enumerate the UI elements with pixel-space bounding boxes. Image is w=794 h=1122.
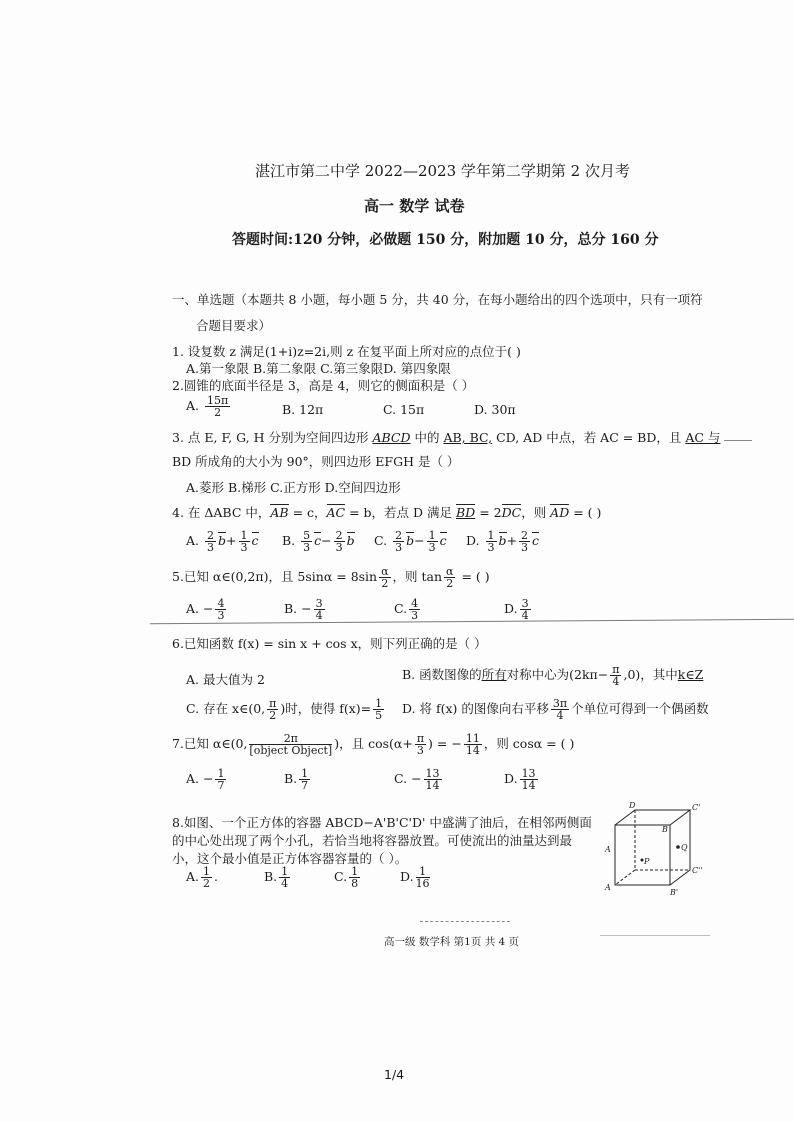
- q5-c-d: 3: [411, 609, 419, 622]
- q8-a-frac: [201, 866, 212, 889]
- q4-c-op: −: [414, 533, 425, 548]
- q7-b-frac: [299, 768, 310, 791]
- q4-a-label: A.: [186, 533, 200, 548]
- q7-a-label: A. −: [186, 771, 214, 786]
- q7-stem: [172, 733, 574, 756]
- q2-a-label: A.: [186, 398, 200, 413]
- q4-vec-ab: AB: [270, 505, 289, 520]
- q5-c-frac: [409, 598, 420, 621]
- q7-frac1: [249, 733, 332, 756]
- q2-a-fraction: [205, 395, 230, 418]
- q4-c-v2: c: [439, 533, 447, 548]
- q5-a-label: A. −: [186, 601, 214, 616]
- q8-b-n: 1: [281, 865, 289, 878]
- q7-a-frac: [215, 768, 226, 791]
- q7-d-label: D.: [504, 771, 518, 786]
- scan-faint-mark: [600, 935, 710, 936]
- q6-b-frac: [610, 664, 621, 687]
- q8-a-label: A.: [186, 869, 200, 884]
- q6-d-d: 4: [556, 709, 564, 722]
- q4-stem: [172, 503, 601, 521]
- q6-b-d: 4: [612, 675, 620, 688]
- q6-c-d2: 5: [375, 709, 383, 722]
- exam-info: 答题时间:120 分钟，必做题 150 分，附加题 10 分，总分 160 分: [232, 232, 659, 248]
- q8-c-n: 1: [351, 865, 359, 878]
- q4-b-n1: 5: [303, 529, 311, 542]
- q8-option-c: [334, 866, 362, 889]
- q7-c-d: 14: [425, 779, 440, 792]
- q6-b-b: 对称中心为(2kπ−: [506, 667, 609, 682]
- q3-options: A.菱形 B.梯形 C.正方形 D.空间四边形: [186, 480, 401, 495]
- q5-f1-d: 2: [381, 577, 389, 590]
- label-q: Q: [681, 843, 688, 852]
- q4-b-op: −: [321, 533, 332, 548]
- q4-b-v2: b: [346, 533, 355, 548]
- q7-a-n: 1: [217, 767, 225, 780]
- q4-d-label: D.: [466, 533, 480, 548]
- section-heading-line1: 一、单选题（本题共 8 小题，每小题 5 分，共 40 分，在每小题给出的四个选项中，只有一项符: [172, 292, 703, 307]
- q3-s1b: ABCD: [372, 430, 411, 445]
- q7-option-a: [186, 768, 228, 791]
- q4-d-v1: b: [498, 533, 507, 548]
- q5-d-label: D.: [504, 601, 518, 616]
- q2-option-b: B. 12π: [282, 402, 324, 417]
- q5-f1-n: α: [381, 565, 389, 578]
- q4-a-v2: c: [251, 533, 259, 548]
- q6-option-b: [402, 664, 703, 687]
- q8-b-label: B.: [264, 869, 278, 884]
- label-p: P: [644, 857, 650, 866]
- q2-option-d: D. 30π: [474, 402, 516, 417]
- q5-option-b: [284, 598, 327, 621]
- q5-b-d: 4: [315, 609, 323, 622]
- exam-title: 湛江市第二中学 2022—2023 学年第二学期第 2 次月考: [255, 162, 630, 180]
- q8-c-label: C.: [334, 869, 348, 884]
- q4-vec-dc: DC: [501, 505, 522, 520]
- label-b: B: [662, 825, 668, 834]
- q6-c-n2: 1: [375, 697, 383, 710]
- q4-end: = ( ): [569, 505, 602, 520]
- q3-s1e: CD, AD 中点，若 AC = BD，且: [492, 430, 686, 445]
- q4-b-label: B.: [282, 533, 296, 548]
- cube-hidden-diagonal: [615, 870, 635, 885]
- q5-d-d: 4: [521, 609, 529, 622]
- q4-c-d1: 3: [395, 541, 403, 554]
- q6-c-b: )时，使得 f(x)=: [280, 701, 372, 716]
- q8-d-d: 16: [415, 877, 430, 890]
- q4-a-n2: 1: [240, 529, 248, 542]
- section-heading-line2: 合题目要求）: [196, 318, 272, 333]
- q4-then: ，则: [521, 505, 551, 520]
- q8-d-n: 1: [416, 866, 430, 878]
- q4-a-d1: 3: [207, 541, 214, 554]
- q5-c-label: C.: [394, 601, 408, 616]
- scan-mark: [724, 440, 752, 441]
- q3-s1a: 3. 点 E, F, G, H 分别为空间四边形: [172, 430, 373, 445]
- q7-s-a: 7.已知 α∈(0,: [172, 736, 248, 751]
- q4-eq-c: = c，: [288, 505, 327, 520]
- q5-a-n: 4: [217, 597, 225, 610]
- q6-c-frac2: [373, 698, 384, 721]
- label-c2: C'': [692, 866, 703, 875]
- q4-option-b: [282, 530, 355, 553]
- q8-option-a: [186, 866, 218, 889]
- q8-a-n: 1: [203, 865, 211, 878]
- q4-a-n1: 2: [207, 529, 214, 542]
- q1-options: A.第一象限 B.第二象限 C.第三象限D. 第四象限: [186, 361, 451, 376]
- q2-a-numerator: 15π: [207, 394, 229, 407]
- q4-a-f2: [239, 530, 250, 553]
- q6-c-d: 2: [269, 709, 277, 722]
- q2-a-denominator: 2: [214, 406, 222, 419]
- q5-option-d: [504, 598, 533, 621]
- q5-option-a: [186, 598, 228, 621]
- q5-a-frac: [215, 598, 226, 621]
- scan-dash-mark: [420, 921, 510, 922]
- q7-option-b: [284, 768, 312, 791]
- q6-b-c: ,0)，其中: [623, 667, 678, 682]
- q4-d-op: +: [506, 533, 518, 548]
- q5-s-b: ，则 tan: [392, 569, 443, 584]
- q4-c-d2: 3: [428, 541, 436, 554]
- q7-option-d: [504, 768, 540, 791]
- q6-c-a: C. 存在 x∈(0,: [186, 701, 266, 716]
- q6-b-k: k∈Z: [677, 667, 704, 682]
- q7-b-n: 1: [301, 767, 309, 780]
- q5-d-frac: [520, 598, 531, 621]
- q4-option-d: [466, 530, 539, 553]
- q7-n3: 11: [465, 732, 480, 745]
- label-c1: C': [692, 803, 701, 812]
- q6-option-a: A. 最大值为 2: [186, 672, 265, 687]
- q2-option-c: C. 15π: [383, 402, 425, 417]
- q8-d-frac: [416, 866, 430, 889]
- q3-s1d: AB, BC,: [443, 430, 493, 445]
- scan-fold-line: [150, 619, 794, 624]
- q5-b-n: 3: [315, 597, 323, 610]
- q6-d-n: 3π: [552, 697, 568, 710]
- q5-frac1: [379, 566, 390, 589]
- q5-b-frac: [314, 598, 325, 621]
- q8-a-d: 2: [203, 877, 211, 890]
- q4-b-f2: [334, 530, 345, 553]
- cube-top-face: [615, 810, 690, 825]
- q4-b-n2: 2: [335, 529, 343, 542]
- q7-option-c: [394, 768, 444, 791]
- q7-n1: 2π: [249, 733, 332, 745]
- q4-d-d1: 3: [487, 541, 495, 554]
- q6-option-d: [402, 698, 709, 721]
- q6-option-c: [186, 698, 386, 721]
- cube-figure: [600, 800, 710, 900]
- q6-b-a: B. 函数图像的: [402, 667, 482, 682]
- q7-c-n: 13: [425, 767, 440, 780]
- q6-c-frac1: [267, 698, 278, 721]
- q6-b-n: π: [612, 663, 620, 676]
- q6-b-u: 所有: [481, 667, 507, 682]
- hole-q-dot: [676, 845, 680, 849]
- q2-option-a: [186, 395, 232, 418]
- q4-option-c: [374, 530, 447, 553]
- q5-s-c: = ( ): [457, 569, 490, 584]
- q3-stem-line2: BD 所成角的大小为 90°，则四边形 EFGH 是（ ）: [172, 454, 460, 469]
- q7-frac3: [464, 733, 482, 756]
- q5-d-n: 3: [521, 597, 529, 610]
- q4-option-a: [186, 530, 259, 553]
- q6-d-frac: [551, 698, 569, 721]
- q8-option-b: [264, 866, 292, 889]
- q4-d-n1: 1: [487, 529, 495, 542]
- label-b1: B': [670, 888, 679, 897]
- label-a-top: A: [605, 845, 611, 854]
- q4-a-d2: 3: [240, 541, 248, 554]
- q4-a-op: +: [226, 533, 237, 548]
- q7-d3: 14: [465, 744, 480, 757]
- q4-b-v1: c: [314, 533, 322, 548]
- q8-option-d: [400, 866, 432, 889]
- q7-n2: π: [416, 732, 425, 745]
- q6-d-a: D. 将 f(x) 的图像向右平移: [402, 701, 549, 716]
- q6-d-b: 个单位可得到一个偶函数: [571, 701, 709, 716]
- q7-b-label: B.: [284, 771, 298, 786]
- q4-d-f1: [486, 530, 497, 553]
- q4-c-f1: [393, 530, 404, 553]
- q4-c-n2: 1: [428, 529, 436, 542]
- q4-d-d2: 3: [521, 541, 529, 554]
- pager: 1/4: [384, 1067, 405, 1082]
- q4-b-f1: [301, 530, 312, 553]
- label-a-bottom: A: [605, 883, 611, 892]
- q8-line1: 8.如图、一个正方体的容器 ABCD−A'B'C'D' 中盛满了油后，在相邻两侧面: [172, 815, 592, 830]
- q3-stem-line1: [172, 428, 720, 446]
- q4-c-label: C.: [374, 533, 388, 548]
- q6-c-n: π: [269, 697, 277, 710]
- q8-c-d: 8: [351, 877, 359, 890]
- q7-a-d: 7: [217, 779, 225, 792]
- q7-c-label: C. −: [394, 771, 422, 786]
- q7-b-d: 7: [301, 779, 309, 792]
- label-d: D: [629, 801, 636, 810]
- q7-d1: [object Object]: [249, 744, 333, 757]
- q4-c-f2: [427, 530, 438, 553]
- q2-stem: 2.圆锥的底面半径是 3，高是 4，则它的侧面积是（ ）: [172, 378, 475, 393]
- q8-c-frac: [349, 866, 360, 889]
- q4-b-d2: 3: [335, 541, 343, 554]
- q8-line3: 小，这个最小值是正方体容器容量的（ ）。: [172, 851, 408, 866]
- q7-s-d: ，则 cosα = ( ): [483, 736, 575, 751]
- q5-a-d: 3: [217, 609, 225, 622]
- exam-subtitle: 高一 数学 试卷: [364, 197, 465, 215]
- q8-b-d: 4: [281, 877, 289, 890]
- q8-d-label: D.: [400, 869, 414, 884]
- q4-eq-b: = b，若点 D 满足: [345, 505, 456, 520]
- q4-vec-ad: AD: [550, 505, 570, 520]
- q7-d-d: 14: [521, 779, 536, 792]
- q4-vec-ac: AC: [326, 505, 346, 520]
- q4-c-v1: b: [406, 533, 415, 548]
- q7-d-n: 13: [521, 767, 536, 780]
- q5-stem: [172, 566, 490, 589]
- q4-s-a: 4. 在 ΔABC 中，: [172, 505, 271, 520]
- q5-f2-n: α: [446, 565, 454, 578]
- q8-b-frac: [279, 866, 290, 889]
- q1-stem: 1. 设复数 z 满足(1+i)z=2i,则 z 在复平面上所对应的点位于( ): [172, 344, 521, 359]
- q4-a-f1: [205, 530, 216, 553]
- q7-c-frac: [424, 768, 442, 791]
- q4-eq2: = 2: [475, 505, 502, 520]
- q4-d-f2: [519, 530, 530, 553]
- q6-stem: 6.已知函数 f(x) = sin x + cos x，则下列正确的是（ ）: [172, 636, 487, 651]
- q4-d-v2: c: [532, 533, 540, 548]
- q3-s1c: 中的: [410, 430, 444, 445]
- q4-a-v1: b: [218, 533, 227, 548]
- q5-frac2: [444, 566, 455, 589]
- q5-option-c: [394, 598, 422, 621]
- q5-b-label: B. −: [284, 601, 312, 616]
- q7-s-b: )，且 cos(α+: [334, 736, 413, 751]
- q8-line2: 的中心处出现了两个小孔，若恰当地将容器放置。可使流出的油量达到最: [172, 833, 573, 848]
- footer-page-info: 高一级 数学科 第1页 共 4 页: [384, 936, 520, 948]
- q7-frac2: [415, 733, 426, 756]
- q4-vec-bd: BD: [456, 505, 476, 520]
- q5-c-n: 4: [411, 597, 419, 610]
- q4-b-d1: 3: [303, 541, 311, 554]
- q3-s1f: AC 与: [685, 430, 721, 445]
- q5-s-a: 5.已知 α∈(0,2π)，且 5sinα = 8sin: [172, 569, 378, 584]
- q7-s-c: ) = −: [428, 736, 462, 751]
- q4-c-n1: 2: [395, 529, 403, 542]
- q4-d-n2: 2: [521, 529, 529, 542]
- q8-a-tail: .: [214, 869, 218, 884]
- q7-d-frac: [520, 768, 538, 791]
- q5-f2-d: 2: [446, 577, 454, 590]
- q7-d2: 3: [416, 744, 424, 757]
- cube-front-face: [615, 825, 670, 885]
